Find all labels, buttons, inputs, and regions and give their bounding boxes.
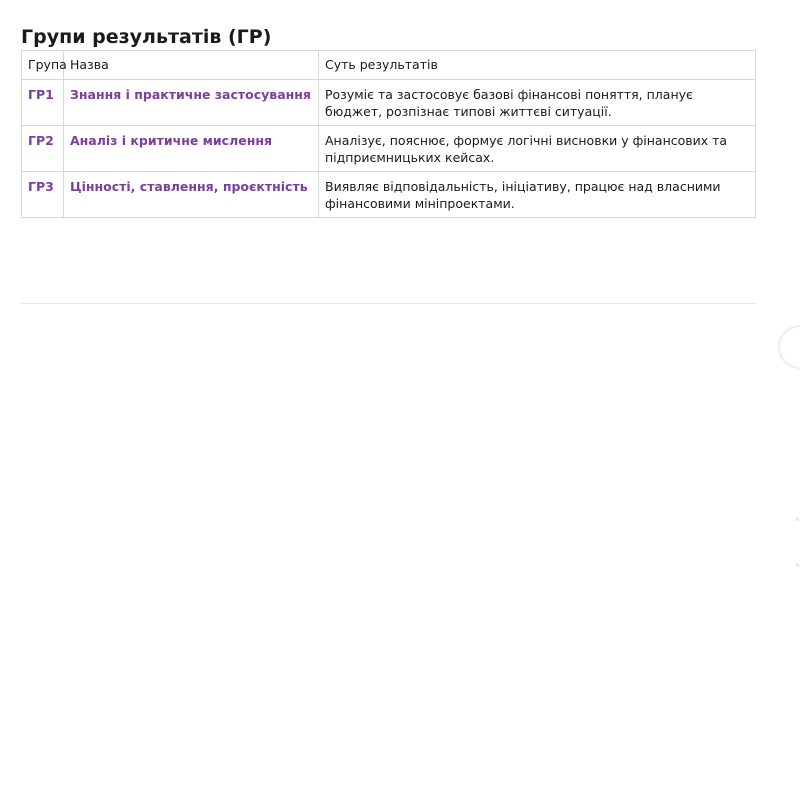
- section-divider: [21, 303, 756, 304]
- table-header-row: [22, 51, 756, 80]
- table-row: [22, 126, 756, 172]
- side-tick-mark: [796, 517, 799, 521]
- column-header-essence: Суть результатів: [319, 51, 756, 80]
- section-title: Групи результатів (ГР): [21, 26, 272, 48]
- group-name: Знання і практичне застосування: [64, 80, 319, 126]
- group-code: ГР3: [22, 172, 64, 218]
- column-header-group: Група: [22, 51, 64, 80]
- table-row: [22, 80, 756, 126]
- side-tick-mark: [796, 563, 799, 567]
- group-essence: Аналізує, пояснює, формує логічні висновки у фінансових та підприємницьких кейсах.: [319, 126, 756, 172]
- table-row: [22, 172, 756, 218]
- group-essence: Розуміє та застосовує базові фінансові поняття, планує бюджет, розпізнає типові життєві ситуації.: [319, 80, 756, 126]
- results-groups-table: [21, 50, 756, 218]
- side-scroll-handle[interactable]: [778, 325, 800, 369]
- group-name: Цінності, ставлення, проєктність: [64, 172, 319, 218]
- group-code: ГР1: [22, 80, 64, 126]
- group-essence: Виявляє відповідальність, ініціативу, працює над власними фінансовими мініпроектами.: [319, 172, 756, 218]
- column-header-name: Назва: [64, 51, 319, 80]
- group-name: Аналіз і критичне мислення: [64, 126, 319, 172]
- group-code: ГР2: [22, 126, 64, 172]
